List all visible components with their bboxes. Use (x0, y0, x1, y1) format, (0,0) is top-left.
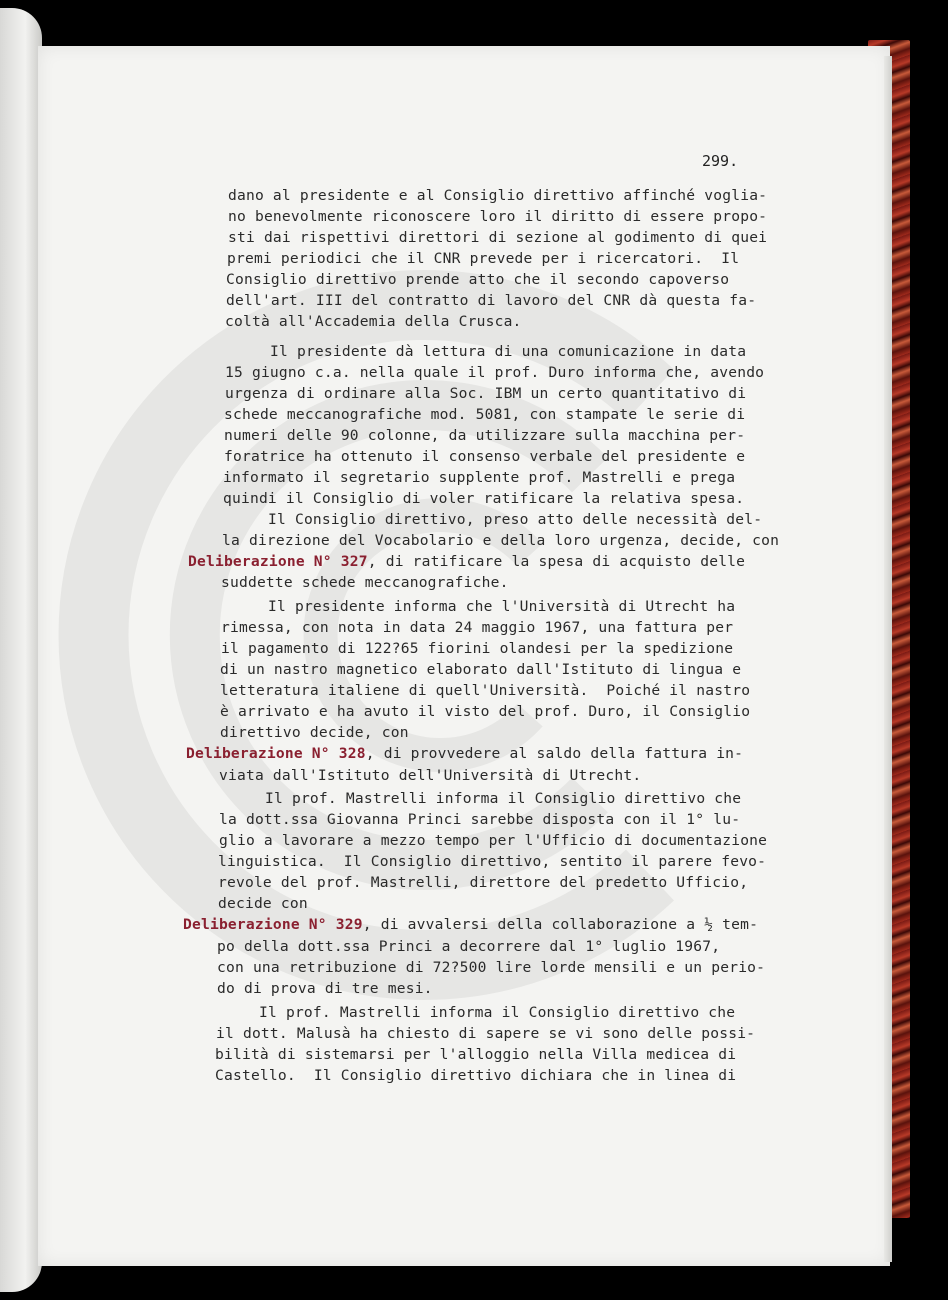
text-line: decide con (218, 895, 308, 912)
text-line: revole del prof. Mastrelli, direttore del predetto Ufficio, (218, 874, 749, 891)
text-line: urgenza di ordinare alla Soc. IBM un certo quantitativo di (225, 385, 747, 402)
text-line: Il prof. Mastrelli informa il Consiglio direttivo che (265, 790, 742, 807)
deliberation-328-label: Deliberazione N° 328 (186, 745, 366, 762)
deliberation-327-text: , di ratificare la spesa di acquisto delle (367, 553, 746, 570)
text-line: di un nastro magnetico elaborato dall'Istituto di lingua e (220, 661, 742, 678)
text-line: sti dai rispettivi direttori di sezione al godimento di quei (228, 229, 768, 246)
text-line: viata dall'Istituto dell'Università di Utrecht. (219, 767, 642, 784)
deliberation-329-text: , di avvalersi della collaborazione a ½ tem- (362, 916, 759, 933)
text-line: Consiglio direttivo prende atto che il secondo capoverso (226, 271, 730, 288)
text-line: Il Consiglio direttivo, preso atto delle necessità del- (268, 511, 763, 528)
text-line: do di prova di tre mesi. (217, 980, 433, 997)
text-line: foratrice ha ottenuto il consenso verbale del presidente e (224, 448, 746, 465)
text-line: dano al presidente e al Consiglio direttivo affinché voglia- (228, 187, 768, 204)
text-line: coltà all'Accademia della Crusca. (225, 313, 522, 330)
text-line: la dott.ssa Giovanna Princi sarebbe disposta con il 1° lu- (219, 811, 741, 828)
text-line: Il presidente informa che l'Università di Utrecht ha (268, 598, 736, 615)
text-line: Castello. Il Consiglio direttivo dichiara che in linea di (215, 1067, 737, 1084)
text-line: schede meccanografiche mod. 5081, con stampate le serie di (224, 406, 746, 423)
text-line: è arrivato e ha avuto il visto del prof. Duro, il Consiglio (220, 703, 751, 720)
text-line: informato il segretario supplente prof. Mastrelli e prega (223, 469, 736, 486)
text-line: suddette schede meccanografiche. (221, 574, 509, 591)
deliberation-329-label: Deliberazione N° 329 (183, 916, 363, 933)
deliberation-327-label: Deliberazione N° 327 (188, 553, 368, 570)
text-line: rimessa, con nota in data 24 maggio 1967, una fattura per (221, 619, 734, 636)
page-number: 299. (702, 152, 739, 170)
text-line: quindi il Consiglio di voler ratificare la relativa spesa. (223, 490, 745, 507)
text-line: glio a lavorare a mezzo tempo per l'Ufficio di documentazione (219, 832, 768, 849)
deliberation-328-text: , di provvedere al saldo della fattura in- (365, 745, 744, 762)
text-line: il dott. Malusà ha chiesto di sapere se vi sono delle possi- (216, 1025, 756, 1042)
text-line: premi periodici che il CNR prevede per i ricercatori. Il (227, 250, 740, 267)
left-page-edge (0, 8, 42, 1292)
text-line: numeri delle 90 colonne, da utilizzare sulla macchina per- (224, 427, 746, 444)
text-line: 15 giugno c.a. nella quale il prof. Duro informa che, avendo (225, 364, 765, 381)
text-line: dell'art. III del contratto di lavoro del CNR dà questa fa- (226, 292, 757, 309)
deliberation-328-line (186, 744, 743, 765)
text-line: direttivo decide, con (220, 724, 409, 741)
text-line: con una retribuzione di 72?500 lire lorde mensili e un perio- (217, 959, 766, 976)
text-line: Il prof. Mastrelli informa il Consiglio direttivo che (259, 1004, 736, 1021)
text-line: linguistica. Il Consiglio direttivo, sentito il parere fevo- (218, 853, 767, 870)
text-line: bilità di sistemarsi per l'alloggio nella Villa medicea di (215, 1046, 737, 1063)
text-line: la direzione del Vocabolario e della loro urgenza, decide, con (222, 532, 780, 549)
deliberation-329-line (183, 915, 758, 936)
text-line: il pagamento di 122?65 fiorini olandesi per la spedizione (221, 640, 734, 657)
text-line: letteratura italiene di quell'Università. Poiché il nastro (220, 682, 751, 699)
page-edge (884, 56, 892, 1262)
deliberation-327-line (188, 552, 745, 573)
text-line: Il presidente dà lettura di una comunicazione in data (270, 343, 747, 360)
text-line: no benevolmente riconoscere loro il diritto di essere propo- (228, 208, 768, 225)
text-line: po della dott.ssa Princi a decorrere dal 1° luglio 1967, (217, 938, 721, 955)
